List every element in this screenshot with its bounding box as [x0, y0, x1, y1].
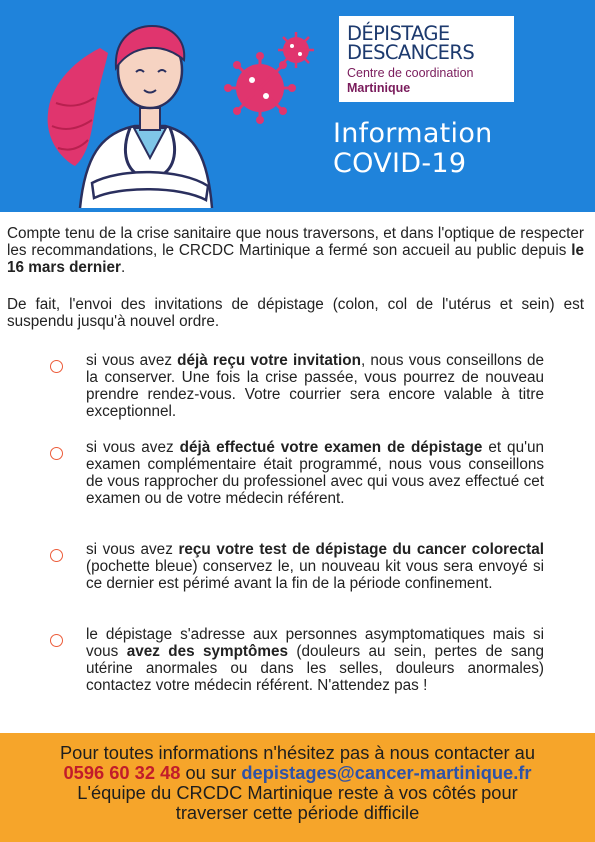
- text-span: si vous avez: [86, 541, 179, 558]
- contact-footer: [0, 733, 595, 842]
- text-span: , nous vous conseillons de la conserver. Une fois la crise passée, vous pourrez de nouveau prendre rendez-vous. Votre courrier sera encore valable à titre exceptionnel.: [86, 352, 545, 420]
- logo-subtitle: Centre de coordination: [347, 66, 474, 80]
- text-span: le dépistage s'adresse aux personnes asymptomatiques mais si vous: [86, 626, 544, 660]
- list-item-text: [86, 541, 544, 592]
- footer-line: L'équipe du CRCDC Martinique reste à vos côtés pour: [77, 782, 518, 803]
- page-title: [333, 119, 493, 179]
- doctor-illustration: [30, 8, 330, 208]
- ring-bullet-icon: [50, 360, 63, 373]
- text-span: (pochette bleue) conservez le, un nouveau kit vous sera envoyé si ce dernier est périmé avant la fin de la période confinement.: [86, 558, 544, 592]
- footer-line: [0, 763, 595, 783]
- footer-text: ou sur: [180, 762, 242, 783]
- intro-paragraph: [7, 225, 584, 276]
- logo-line: DÉPISTAGE: [347, 22, 450, 45]
- intro-date: le 16 mars dernier: [7, 242, 584, 276]
- ring-bullet-icon: [50, 634, 63, 647]
- ring-bullet-icon: [50, 447, 63, 460]
- logo-region: Martinique: [347, 81, 411, 95]
- logo: [339, 16, 514, 102]
- list-item-text: [86, 352, 544, 420]
- text-bold: déjà effectué votre examen de dépistage: [179, 439, 483, 456]
- text-bold: déjà reçu votre invitation: [177, 352, 361, 369]
- footer-line: traverser cette période difficile: [175, 802, 420, 823]
- logo-line: DESCANCERS: [347, 41, 475, 64]
- text-bold: reçu votre test de dépistage du cancer colorectal: [178, 541, 544, 558]
- text-span: si vous avez: [86, 439, 180, 456]
- virus-icon: [278, 32, 314, 68]
- ring-bullet-icon: [50, 549, 63, 562]
- intro-paragraph: De fait, l'envoi des invitations de dépistage (colon, col de l'utérus et sein) est suspendu jusqu'à nouvel ordre.: [7, 296, 584, 330]
- virus-icon: [224, 52, 296, 124]
- footer-line: Pour toutes informations n'hésitez pas à nous contacter au: [59, 742, 536, 763]
- title-line: Information: [333, 118, 493, 149]
- email-link[interactable]: depistages@cancer-martinique.fr: [241, 762, 532, 783]
- intro-text: Compte tenu de la crise sanitaire que nous traversons, et dans l'optique de respecter les recommandations, le CRCDC Martinique a fermé son accueil au public depuis: [7, 225, 584, 259]
- title-line: COVID-19: [333, 148, 467, 179]
- list-item-text: [86, 626, 544, 694]
- text-span: si vous avez: [86, 352, 178, 369]
- header-banner: [0, 0, 595, 212]
- text-span: (douleurs au sein, pertes de sang utérine anormales ou dans les selles, douleurs anormales) contactez votre médecin référent. N'attendez pas !: [86, 643, 545, 694]
- list-item-text: [86, 439, 544, 507]
- intro-end: .: [120, 259, 126, 276]
- text-span: et qu'un examen complémentaire était programmé, nous vous conseillons de vous rapprocher du professionel avec qui vous avez effectué cet examen ou de votre médecin référent.: [86, 439, 545, 507]
- text-bold: avez des symptômes: [126, 643, 288, 660]
- phone-link[interactable]: 0596 60 32 48: [63, 762, 181, 783]
